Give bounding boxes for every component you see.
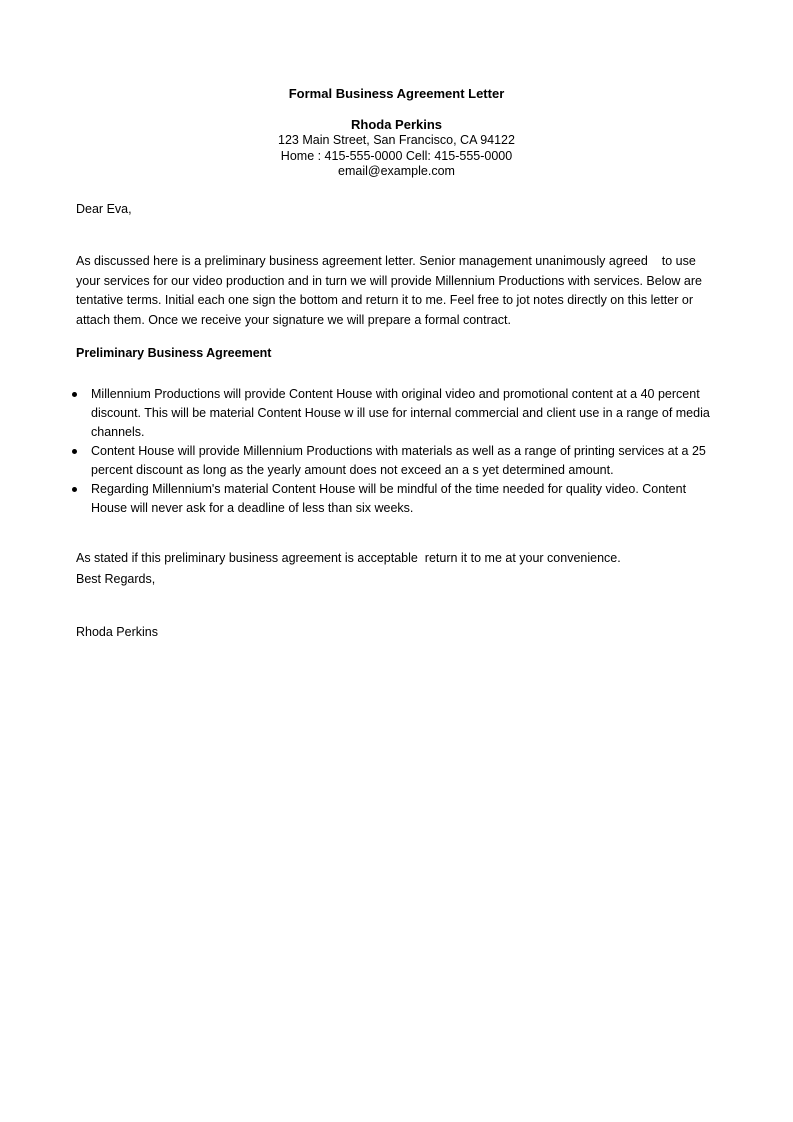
signature-name: Rhoda Perkins [76,625,158,639]
term-text: Regarding Millennium's material Content House will be mindful of the time needed for quality video. Content House will never ask for a deadline of less than six weeks. [91,482,687,515]
signoff: Best Regards, [76,572,156,586]
bullet-icon [72,392,77,397]
bullet-icon [72,487,77,492]
sender-email: email@example.com [338,164,455,178]
salutation: Dear Eva, [76,202,132,216]
list-item [70,385,710,442]
sender-phone: Home : 415-555-0000 Cell: 415-555-0000 [280,149,513,163]
section-heading: Preliminary Business Agreement [76,346,272,360]
list-item [70,442,710,480]
sender-address: 123 Main Street, San Francisco, CA 94122 [278,133,515,147]
sender-name: Rhoda Perkins [350,117,443,132]
body-paragraph: As discussed here is a preliminary business agreement letter. Senior management unanimously agreed to use your services for our video production and in turn we will provide Millennium Productions with services. Below are tentative terms. Initial each one sign the bottom and return it to me. Feel free to jot notes directly on this letter or attach them. Once we receive your signature we will prepare a formal contract. [76,254,706,327]
closing-paragraph: As stated if this preliminary business agreement is acceptable return it to me at your convenience. [76,551,621,565]
list-item [70,480,710,518]
term-text: Content House will provide Millennium Productions with materials as well as a range of printing services at a 25 percent discount as long as the yearly amount does not exceed an a s yet determined amount. [91,444,706,477]
terms-list [70,385,710,518]
bullet-icon [72,449,77,454]
document-title: Formal Business Agreement Letter [288,86,505,101]
term-text: Millennium Productions will provide Content House with original video and promotional content at a 40 percent discount. This will be material Content House w ill use for internal commercial and client use in a range of media channels. [91,387,710,439]
